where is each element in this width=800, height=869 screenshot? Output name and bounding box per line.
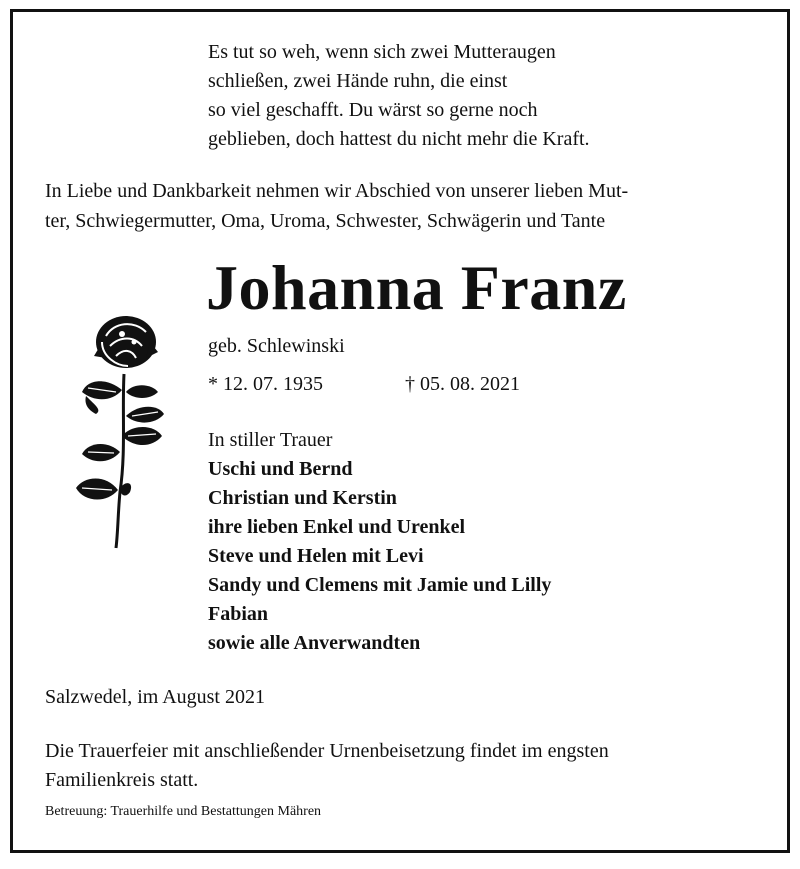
intro-line: ter, Schwiegermutter, Oma, Uroma, Schwester, Schwägerin und Tante [45,210,606,232]
mourner-entry: sowie alle Anverwandten [208,632,421,654]
mourner-entry: Fabian [208,603,269,625]
poem-line: so viel geschafft. Du wärst so gerne noch [208,99,538,121]
birth-name: geb. Schlewinski [208,335,345,357]
mourner-entry: Uschi und Bernd [208,458,353,480]
memorial-poem [208,38,590,154]
mourner-entry: Christian und Kerstin [208,487,397,509]
funeral-home-credit: Betreuung: Trauerhilfe und Bestattungen Mähren [45,804,322,819]
poem-line: schließen, zwei Hände ruhn, die einst [208,70,508,92]
deceased-name: Johanna Franz [206,252,627,323]
rose-icon [72,312,172,552]
intro-line: In Liebe und Dankbarkeit nehmen wir Abschied von unserer lieben Mut- [45,180,629,202]
mourners-list [208,426,551,658]
mourners-intro: In stiller Trauer [208,429,333,451]
birth-date: * 12. 07. 1935 [208,373,323,395]
funeral-notice [45,737,609,795]
mourner-entry: Sandy und Clemens mit Jamie und Lilly [208,574,552,596]
notice-line: Familienkreis statt. [45,769,199,791]
poem-line: geblieben, doch hattest du nicht mehr die Kraft. [208,128,590,150]
farewell-intro [45,176,760,236]
mourner-entry: ihre lieben Enkel und Urenkel [208,516,466,538]
death-date: † 05. 08. 2021 [405,373,520,395]
notice-line: Die Trauerfeier mit anschließender Urnenbeisetzung findet im engsten [45,740,609,762]
place-and-date: Salzwedel, im August 2021 [45,686,265,708]
mourner-entry: Steve und Helen mit Levi [208,545,424,567]
poem-line: Es tut so weh, wenn sich zwei Mutteraugen [208,41,556,63]
